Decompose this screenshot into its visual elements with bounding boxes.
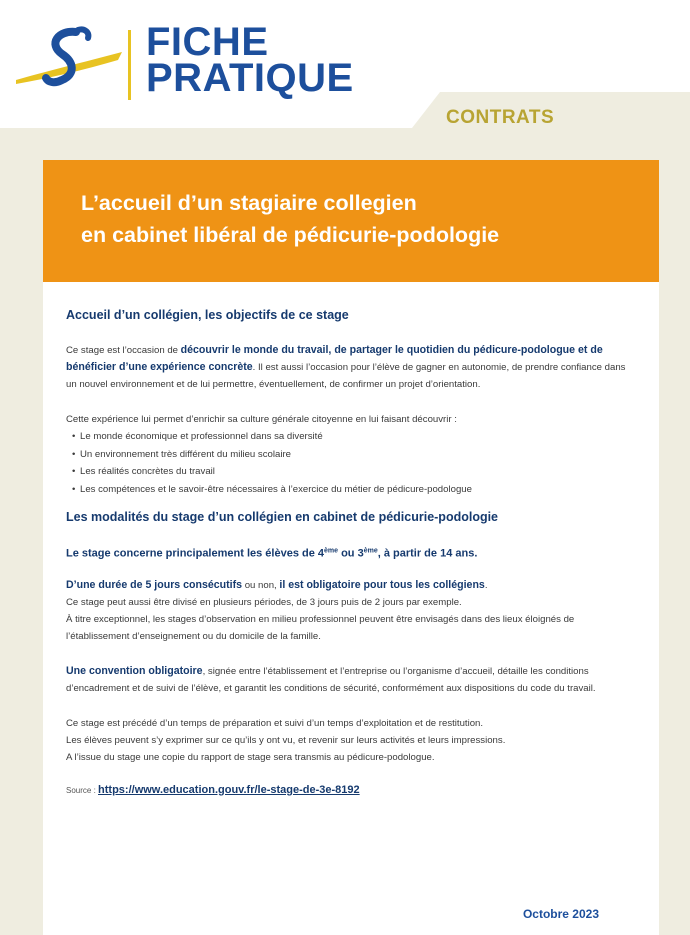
list-item: • Un environnement très différent du milieu scolaire xyxy=(80,446,636,464)
eligibility-text-c: , à partir de 14 ans. xyxy=(377,547,478,560)
title-line-1: FICHE xyxy=(146,20,269,64)
paragraph-duration-split: Ce stage peut aussi être divisé en plusieurs périodes, de 3 jours puis de 2 jours par exemple. xyxy=(66,596,462,608)
paragraph-duration xyxy=(66,577,636,594)
duration-end: . xyxy=(484,579,488,591)
convention-bold: Une convention obligatoire xyxy=(66,664,203,677)
paragraph-duration-exception: À titre exceptionnel, les stages d’observation en milieu professionnel peuvent être envisagés dans des lieux éloignés de l’établissement d’enseignement ou du domicile de la famille. xyxy=(66,613,575,642)
document-body xyxy=(66,308,636,799)
duration-bold-2: il est obligatoire pour tous les collégiens xyxy=(279,578,485,591)
paragraph-culture: Cette expérience lui permet d’enrichir sa culture générale citoyenne en lui faisant découvrir : xyxy=(66,414,457,425)
section-heading-modalities: Les modalités du stage d’un collégien en cabinet de pédicurie-podologie xyxy=(66,510,499,524)
paragraph-report: A l’issue du stage une copie du rapport de stage sera transmis au pédicure-podologue. xyxy=(66,751,435,763)
paragraph-preparation: Ce stage est précédé d’un temps de préparation et suivi d’un temps d’exploitation et de restitution. xyxy=(66,717,484,729)
eligibility-text-b: ou 3 xyxy=(338,547,364,560)
paragraph-expression: Les élèves peuvent s’y exprimer sur ce qu’ils y ont vu, et revenir sur leurs activités et leurs impressions. xyxy=(66,734,506,746)
logo-icon xyxy=(14,22,124,102)
content-card xyxy=(43,160,659,935)
page-title-line-1: L’accueil d’un stagiaire collegien xyxy=(81,191,417,215)
intro-text-bold: découvrir le monde du travail, de partager le quotidien du pédicure-podologue et de bénéficier d’une expérience concrète xyxy=(66,344,603,373)
source-line xyxy=(66,782,636,799)
logo-divider xyxy=(128,30,131,100)
page-title-line-2: en cabinet libéral de pédicurie-podologie xyxy=(81,223,500,247)
duration-bold-1: D’une durée de 5 jours consécutifs xyxy=(66,578,243,591)
title-line-2: PRATIQUE xyxy=(146,56,354,100)
category-label: CONTRATS xyxy=(446,107,555,128)
eligibility-sup-1: ème xyxy=(324,547,339,554)
list-item: • Les compétences et le savoir-être nécessaires à l’exercice du métier de pédicure-podologue xyxy=(80,481,636,499)
source-link[interactable]: https://www.education.gouv.fr/le-stage-de-3e-8192 xyxy=(98,783,360,796)
paragraph-intro xyxy=(66,342,636,393)
section-heading-objectives: Accueil d’un collégien, les objectifs de ce stage xyxy=(66,308,349,322)
paragraph-eligibility xyxy=(66,542,636,563)
duration-mid: ou non, xyxy=(242,579,280,591)
page-title xyxy=(81,187,499,251)
intro-text-end: . Il est aussi l’occasion pour l’élève de gagner en autonomie, de prendre confiance dans un nouvel environnement et de lui permettre, éventuellement, de confirmer un projet d’orientation. xyxy=(66,362,626,390)
eligibility-text-a: Le stage concerne principalement les élèves de 4 xyxy=(66,547,325,560)
convention-rest: , signée entre l’établissement et l’entreprise ou l’organisme d’accueil, détaille les conditions d’encadrement et de suivi de l’élève, et garantit les conditions de sécurité, conformément aux dispositions du code du travail. xyxy=(66,665,596,694)
source-label: Source : xyxy=(66,785,96,795)
list-item: • Le monde économique et professionnel dans sa diversité xyxy=(80,428,636,446)
list-item: • Les réalités concrètes du travail xyxy=(80,463,636,481)
document-type-title xyxy=(146,20,354,100)
eligibility-sup-2: ème xyxy=(363,547,378,554)
title-banner xyxy=(43,160,659,282)
discovery-list xyxy=(66,428,636,498)
publication-date: Octobre 2023 xyxy=(522,907,599,921)
intro-text-start: Ce stage est l’occasion de xyxy=(66,345,181,356)
paragraph-convention xyxy=(66,663,636,697)
